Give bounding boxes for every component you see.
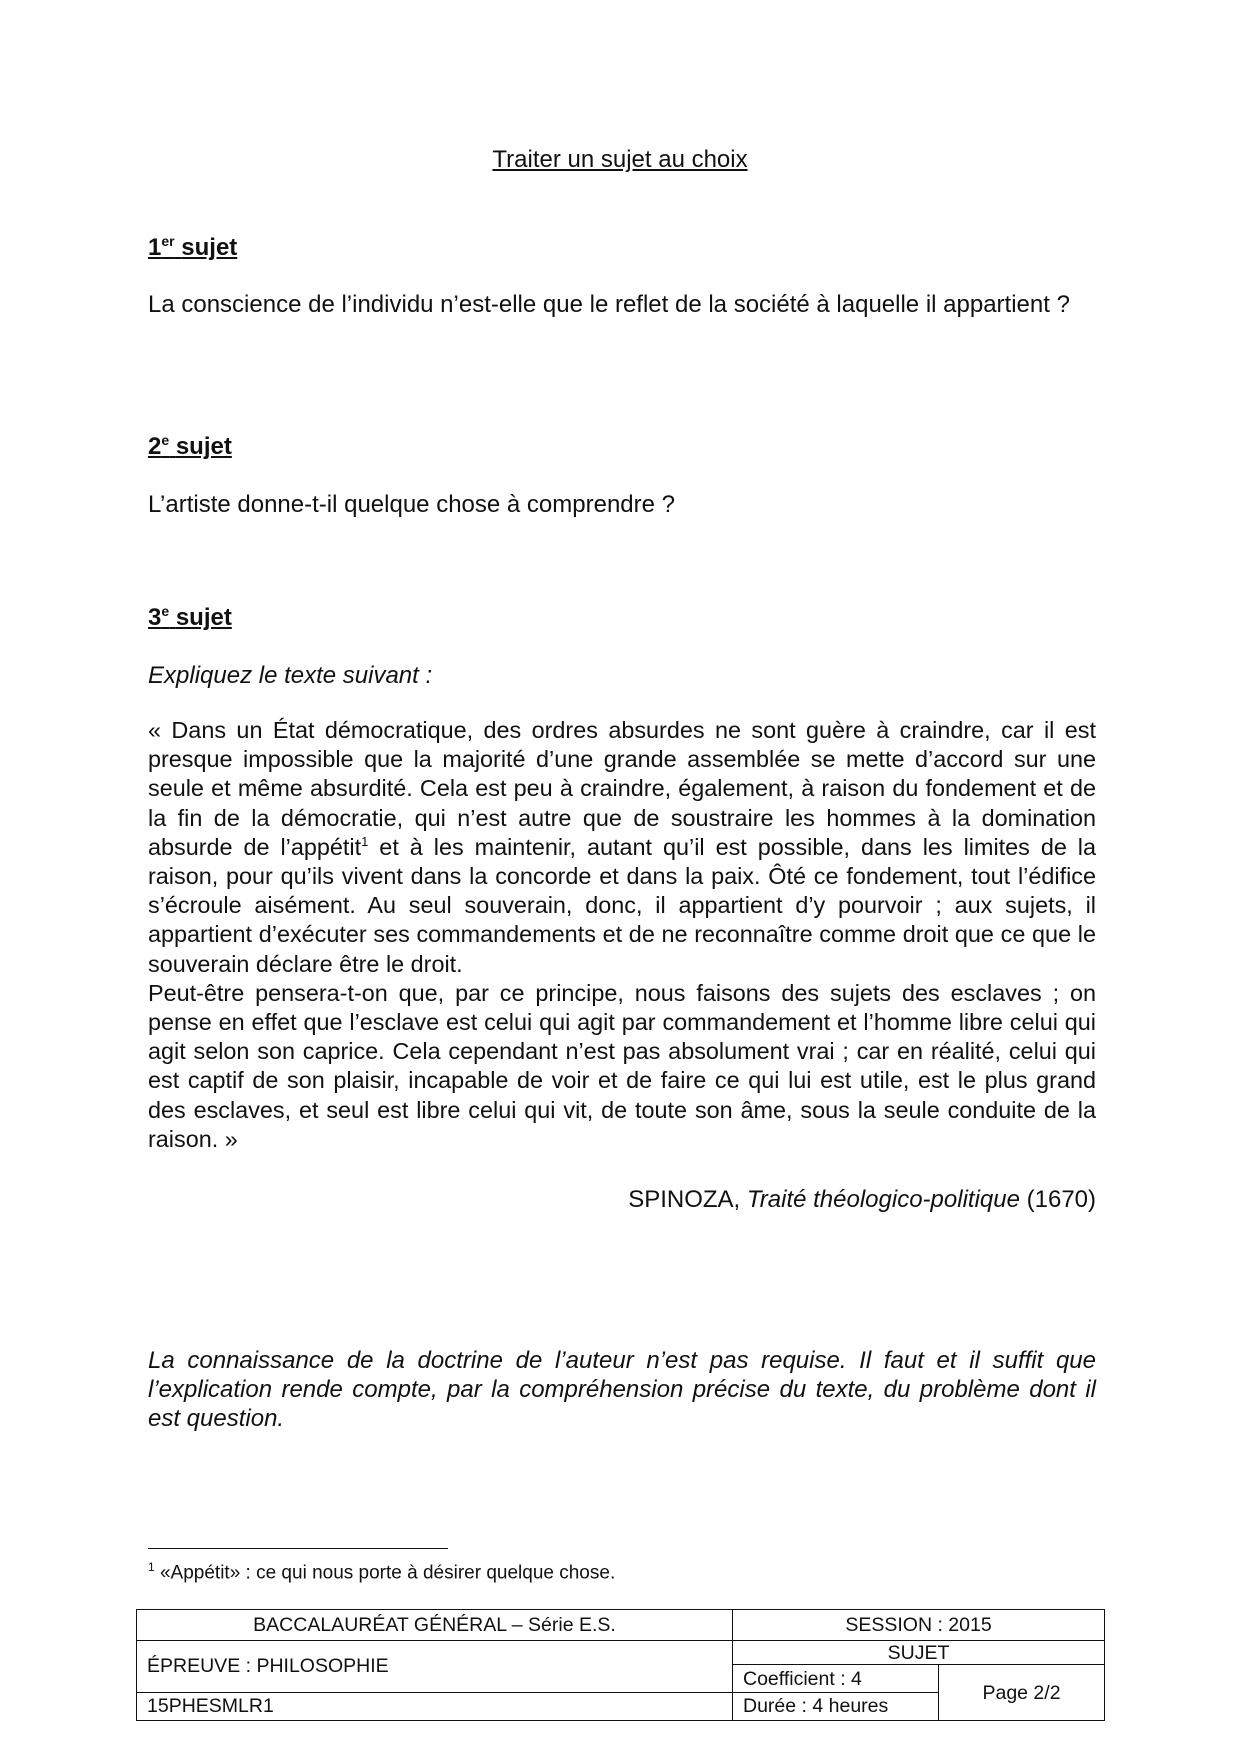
subject-1-ordinal: er: [161, 233, 175, 249]
citation: [628, 1186, 1096, 1214]
quote-paragraph-2: Peut-être pensera-t-on que, par ce principe, nous faisons des sujets des esclaves ; on pense en effet que l’esclave est celui qui agit par commandement et l’homme libre celui qui agit selon son caprice. Cela cependant n’est pas absolument vrai ; car en réalité, celui qui est captif de son plaisir, incapable de voir et de faire ce qui lui est utile, est le plus grand des esclaves, et seul est libre celui qui vit, de toute son âme, sous la seule conduite de la raison. »: [148, 979, 1096, 1152]
citation-work: Traité théologico-politique: [746, 1186, 1020, 1213]
subject-2-heading: [148, 432, 232, 461]
coefficient: Coefficient : 4: [733, 1665, 939, 1692]
subject-1-heading: [148, 233, 237, 262]
subject-3-number: 3: [148, 604, 162, 631]
duration: Durée : 4 heures: [733, 1692, 939, 1720]
exam-info-table: [136, 1609, 1105, 1721]
footnote-text: «Appétit» : ce qui nous porte à désirer quelque chose.: [159, 1562, 616, 1584]
subject-3-heading: [148, 603, 232, 632]
subject-label: SUJET: [733, 1640, 1105, 1665]
session: SESSION : 2015: [733, 1610, 1105, 1641]
subject-2-word: sujet: [175, 433, 232, 460]
exam-code: 15PHESMLR1: [137, 1692, 733, 1720]
subject-1-word: sujet: [181, 234, 238, 261]
citation-year: (1670): [1026, 1186, 1096, 1213]
footnote-divider: [148, 1548, 448, 1549]
page-title: Traiter un sujet au choix: [492, 146, 748, 173]
footnote-number: 1: [148, 1560, 155, 1574]
subject-3-ordinal: e: [161, 603, 170, 619]
footnote-ref: 1: [361, 834, 369, 850]
quote-paragraph-1: [148, 716, 1096, 979]
subject-2-number: 2: [148, 433, 162, 460]
exam-name: BACCALAURÉAT GÉNÉRAL – Série E.S.: [137, 1610, 733, 1641]
subject-2-question: L’artiste donne-t-il quelque chose à comprendre ?: [148, 491, 675, 518]
epreuve: ÉPREUVE : PHILOSOPHIE: [137, 1640, 733, 1692]
footnote: [148, 1560, 615, 1584]
subject-3-instruction: Expliquez le texte suivant :: [148, 662, 433, 689]
subject-1-question: La conscience de l’individu n’est-elle que le reflet de la société à laquelle il appartient ?: [148, 291, 1070, 318]
quote-text: [148, 716, 1096, 1154]
page-number: Page 2/2: [939, 1665, 1105, 1721]
subject-3-word: sujet: [175, 604, 232, 631]
exam-note: La connaissance de la doctrine de l’auteur n’est pas requise. Il faut et il suffit que l’explication rende compte, par la compréhension précise du texte, du problème dont il est question.: [148, 1347, 1096, 1432]
subject-1-number: 1: [148, 234, 162, 261]
quote-p1-part-b: et à les maintenir, autant qu’il est possible, dans les limites de la raison, pour qu’ils vivent dans la concorde et dans la paix. Ôté ce fondement, tout l’édifice s’écroule aisément. Au seul souverain, donc, il appartient d’y pourvoir ; aux sujets, il appartient d’exécuter ses commandements et de ne reconnaître comme droit que ce que le souverain déclare être le droit.: [148, 833, 1097, 977]
subject-2-ordinal: e: [161, 432, 170, 448]
citation-author: SPINOZA,: [628, 1186, 741, 1213]
quote-p1-part-a: « Dans un État démocratique, des ordres absurdes ne sont guère à craindre, car il est presque impossible que la majorité d’une grande assemblée se mette d’accord sur une seule et même absurdité. Cela est peu à craindre, également, à raison du fondement et de la fin de la démocratie, qui n’est autre que de soustraire les hommes à la domination absurde de l’appétit: [148, 717, 1096, 860]
